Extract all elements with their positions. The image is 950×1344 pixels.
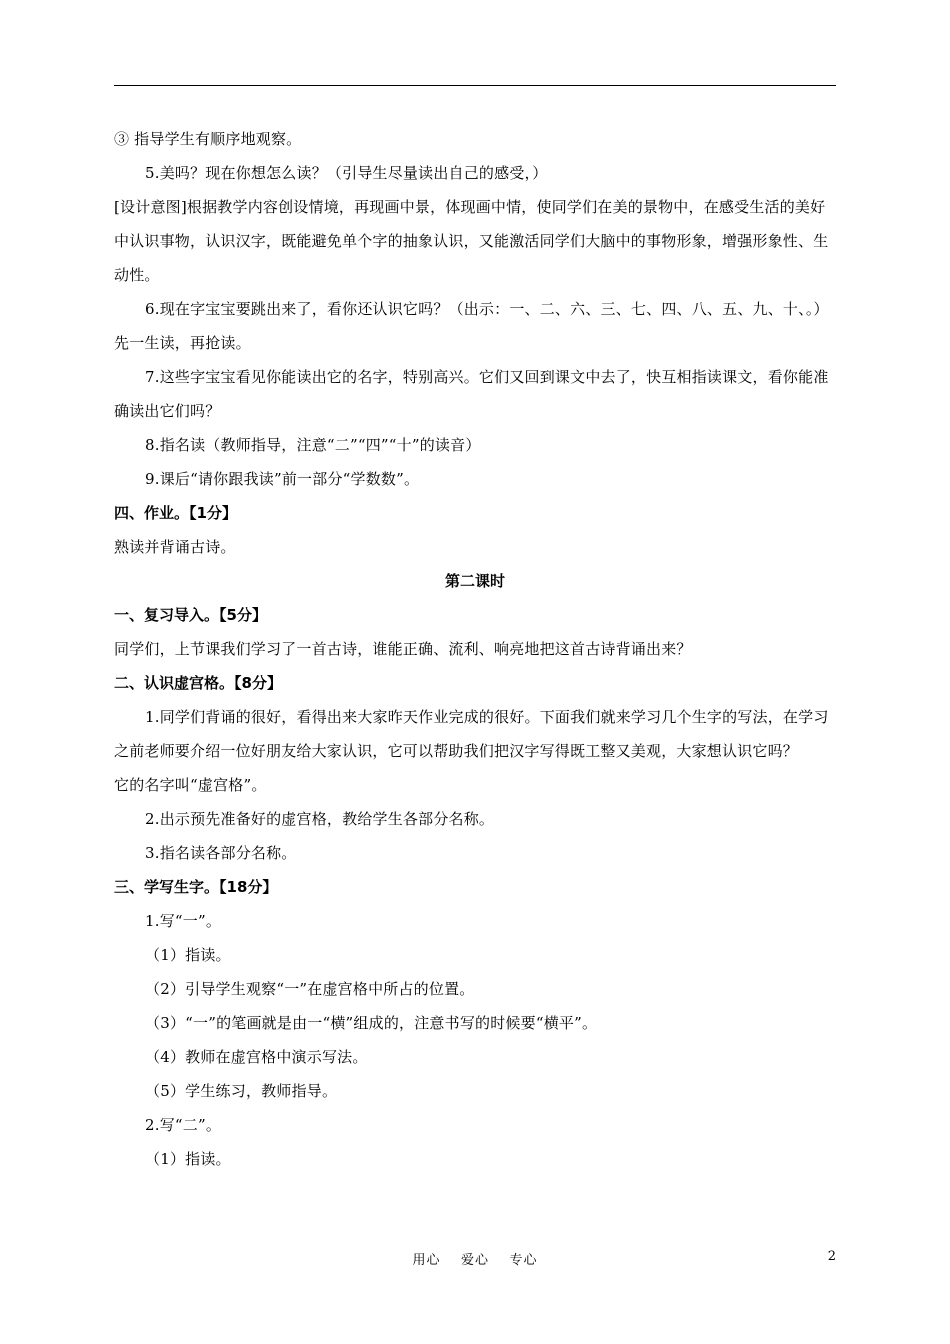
text-line: （1）指读。 <box>145 1150 231 1168</box>
section-heading: 四、作业。【1分】 <box>114 504 237 522</box>
text-line: 5.美吗？现在你想怎么读？（引导生尽量读出自己的感受，） <box>145 164 548 182</box>
text-line: 3.指名读各部分名称。 <box>145 844 297 862</box>
page-number: 2 <box>827 1249 836 1264</box>
text-line: （2）引导学生观察“一”在虚宫格中所占的位置。 <box>145 980 475 998</box>
header-rule <box>114 85 836 86</box>
text-line: （4）教师在虚宫格中演示写法。 <box>145 1048 368 1066</box>
section-title: 第二课时 <box>444 572 505 590</box>
text-line: 9.课后“请你跟我读”前一部分“学数数”。 <box>145 470 420 488</box>
text-line: 它的名字叫“虚宫格”。 <box>114 776 267 794</box>
paragraph: 6.现在字宝宝要跳出来了，看你还认识它吗？（出示：一、二、六、三、七、四、八、五、九、十、。）先一生读，再抢读。 <box>114 300 829 352</box>
text-line: ③ 指导学生有顺序地观察。 <box>114 130 302 148</box>
text-line: 2.写“二”。 <box>145 1116 222 1134</box>
paragraph: [设计意图]根据教学内容创设情境，再现画中景，体现画中情，使同学们在美的景物中，在感受生活的美好中认识事物，认识汉字，既能避免单个字的抽象认识，又能激活同学们大脑中的事物形象，增强形象性、生动性。 <box>114 198 829 284</box>
paragraph: 1.同学们背诵的很好，看得出来大家昨天作业完成的很好。下面我们就来学习几个生字的写法，在学习之前老师要介绍一位好朋友给大家认识，它可以帮助我们把汉字写得既工整又美观，大家想认识它吗？ <box>114 708 829 760</box>
text-line: 同学们，上节课我们学习了一首古诗，谁能正确、流利、响亮地把这首古诗背诵出来？ <box>114 640 692 658</box>
text-line: 熟读并背诵古诗。 <box>114 538 236 556</box>
document-body <box>114 122 836 1176</box>
paragraph: 7.这些字宝宝看见你能读出它的名字，特别高兴。它们又回到课文中去了，快互相指读课文，看你能准确读出它们吗？ <box>114 368 829 420</box>
text-line: （1）指读。 <box>145 946 231 964</box>
footer-slogan: 用心 爱心 专心 <box>412 1253 538 1268</box>
section-heading: 一、复习导入。【5分】 <box>114 606 267 624</box>
section-heading: 二、认识虚宫格。【8分】 <box>114 674 282 692</box>
section-heading: 三、学写生字。【18分】 <box>114 878 278 896</box>
text-line: 1.写“一”。 <box>145 912 222 930</box>
text-line: （3）“一”的笔画就是由一“横”组成的，注意书写的时候要“横平”。 <box>145 1014 598 1032</box>
text-line: 8.指名读（教师指导，注意“二”“四”“十”的读音） <box>145 436 481 454</box>
text-line: （5）学生练习，教师指导。 <box>145 1082 338 1100</box>
text-line: 2.出示预先准备好的虚宫格，教给学生各部分名称。 <box>145 810 495 828</box>
